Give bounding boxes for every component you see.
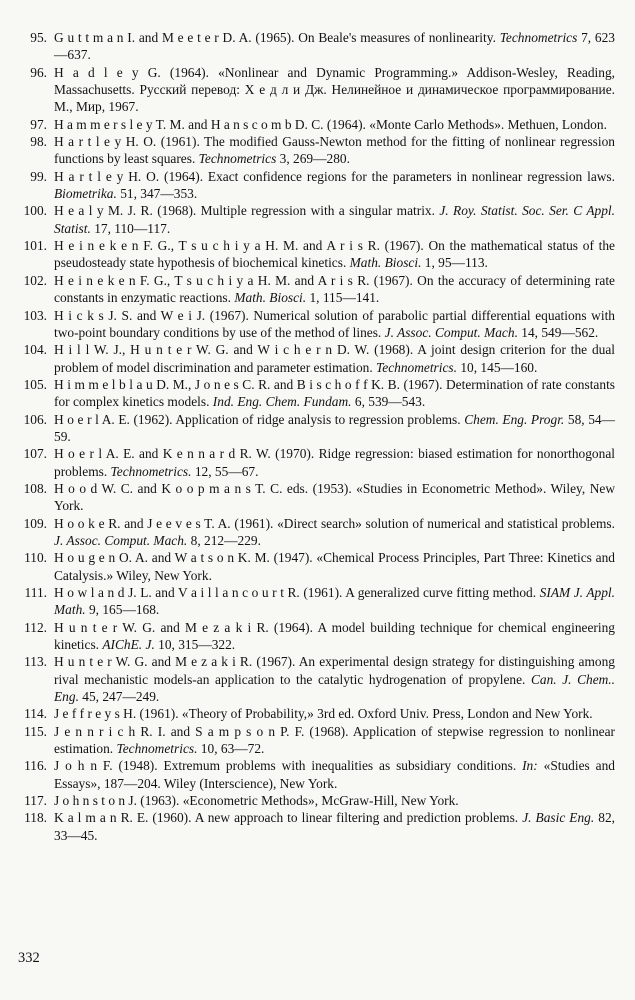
reference-number: 112. <box>24 619 47 635</box>
reference-item <box>16 411 615 446</box>
reference-number: 118. <box>24 810 47 826</box>
reference-text: H a d l e y G. (1964). «Nonlinear and Dynamic Programming.» Addison-Wesley, Reading, Massachusetts. Русский перевод: Х е д л и Дж. Нелинейное и динамическое программирование. М., Мир, 1967. <box>54 64 615 115</box>
reference-text: G u t t m a n I. and M e e t e r D. A. (1965). On Beale's measures of nonlinearity. Technometrics 7, 623—637. <box>54 30 616 63</box>
reference-item <box>16 64 615 116</box>
reference-number: 113. <box>24 654 47 670</box>
reference-text: J e n n r i c h R. I. and S a m p s o n P. F. (1968). Application of stepwise regression to nonlinear estimation. Technometrics. 10, 63—72. <box>54 723 615 757</box>
reference-number: 103. <box>23 307 47 323</box>
reference-number: 110. <box>24 550 47 566</box>
reference-number: 109. <box>23 515 47 531</box>
reference-item <box>16 116 615 133</box>
reference-text: J o h n s t o n J. (1963). «Econometric Methods», McGraw-Hill, New York. <box>54 793 459 809</box>
reference-number: 117. <box>24 793 47 809</box>
reference-number: 97. <box>30 116 47 132</box>
reference-item <box>16 653 615 705</box>
reference-text: H e a l y M. J. R. (1968). Multiple regression with a singular matrix. J. Roy. Statist. Soc. Ser. C Appl. Statist. 17, 110—117. <box>54 203 615 236</box>
reference-item <box>16 168 615 203</box>
reference-text: H e i n e k e n F. G., T s u c h i y a H. M. and A r i s R. (1967). On the accuracy of determining rate constants in enzymatic reactions. Math. Biosci. 1, 115—141. <box>54 272 615 306</box>
reference-text: H o u g e n O. A. and W a t s o n K. M. (1947). «Chemical Process Principles, Part Three: Kinetics and Catalysis.» Wiley, New York. <box>54 550 615 583</box>
reference-number: 107. <box>23 446 47 462</box>
reference-number: 114. <box>24 706 47 722</box>
reference-item <box>16 549 615 584</box>
reference-text: H o e r l A. E. and K e n n a r d R. W. (1970). Ridge regression: biased estimation for nonorthogonal problems. Technometrics. 12, 55—67. <box>54 446 615 479</box>
reference-number: 99. <box>30 168 47 184</box>
reference-item <box>16 133 615 168</box>
reference-item <box>16 757 615 792</box>
reference-text: J e f f r e y s H. (1961). «Theory of Probability,» 3rd ed. Oxford Univ. Press, London and New York. <box>54 706 593 722</box>
references-list <box>16 29 615 844</box>
reference-text: H i m m e l b l a u D. M., J o n e s C. R. and B i s c h o f f K. B. (1967). Determination of rate constants for complex kinetics models. Ind. Eng. Chem. Fundam. 6, 539—543. <box>54 376 615 410</box>
reference-text: H a r t l e y H. O. (1964). Exact confidence regions for the parameters in nonlinear regression laws. Biometrika. 51, 347—353. <box>54 168 615 202</box>
reference-item <box>16 723 615 758</box>
reference-text: H e i n e k e n F. G., T s u c h i y a H. M. and A r i s R. (1967). On the mathematical status of the pseudosteady state hypothesis of biochemical kinetics. Math. Biosci. 1, 95—113. <box>54 238 615 271</box>
reference-item <box>16 584 615 619</box>
reference-text: H u n t e r W. G. and M e z a k i R. (1964). A model building technique for chemical engineering kinetics. AIChE. J. 10, 315—322. <box>54 619 615 653</box>
reference-item <box>16 809 615 844</box>
reference-item <box>16 29 615 64</box>
reference-number: 105. <box>23 376 47 392</box>
reference-item <box>16 376 615 411</box>
reference-item <box>16 202 615 237</box>
reference-item <box>16 480 615 515</box>
reference-number: 95. <box>30 30 47 45</box>
reference-number: 104. <box>23 342 47 358</box>
reference-text: H u n t e r W. G. and M e z a k i R. (1967). An experimental design strategy for distinguishing among rival mechanistic models-an application to the catalytic hydrogenation of propylene. Can. J. Chem.. Eng. 45, 247—249. <box>54 654 616 705</box>
reference-text: H a m m e r s l e y T. M. and H a n s c o m b D. C. (1964). «Monte Carlo Methods». Methuen, London. <box>54 116 607 132</box>
reference-text: J o h n F. (1948). Extremum problems with inequalities as subsidiary conditions. In: «Studies and Essays», 187—204. Wiley (Interscience), New York. <box>54 758 615 791</box>
reference-number: 98. <box>30 134 47 150</box>
reference-number: 96. <box>30 64 47 80</box>
reference-number: 101. <box>23 238 47 254</box>
reference-text: H i c k s J. S. and W e i J. (1967). Numerical solution of parabolic partial differential equations with two-point boundary conditions by use of the method of lines. J. Assoc. Comput. Mach. 14, 549—562. <box>54 307 615 340</box>
reference-item <box>16 272 615 307</box>
reference-item <box>16 705 615 722</box>
reference-item <box>16 619 615 654</box>
reference-item <box>16 515 615 550</box>
reference-item <box>16 237 615 272</box>
reference-number: 115. <box>24 723 47 739</box>
reference-text: K a l m a n R. E. (1960). A new approach to linear filtering and prediction problems. J. Basic Eng. 82, 33—45. <box>54 810 616 843</box>
reference-text: H o o d W. C. and K o o p m a n s T. C. eds. (1953). «Studies in Econometric Method». Wiley, New York. <box>54 480 615 514</box>
reference-item <box>16 792 615 809</box>
reference-number: 111. <box>24 585 47 600</box>
reference-text: H o o k e R. and J e e v e s T. A. (1961). «Direct search» solution of numerical and statistical problems. J. Assoc. Comput. Mach. 8, 212—229. <box>54 515 615 548</box>
page-number: 332 <box>18 949 40 966</box>
reference-number: 102. <box>23 272 47 288</box>
reference-number: 100. <box>23 203 47 219</box>
reference-text: H a r t l e y H. O. (1961). The modified Gauss-Newton method for the fitting of nonlinear regression functions by least squares. Technometrics 3, 269—280. <box>54 134 615 167</box>
reference-item <box>16 307 615 342</box>
reference-text: H i l l W. J., H u n t e r W. G. and W i c h e r n D. W. (1968). A joint design criterion for the dual problem of model discrimination and parameter estimation. Technometrics. 10, 145—160. <box>54 342 615 375</box>
reference-item <box>16 445 615 480</box>
reference-number: 116. <box>24 758 47 774</box>
reference-text: H o w l a n d J. L. and V a i l l a n c o u r t R. (1961). A generalized curve fitting method. SIAM J. Appl. Math. 9, 165—168. <box>54 585 615 618</box>
reference-item <box>16 341 615 376</box>
reference-number: 108. <box>23 480 47 496</box>
reference-number: 106. <box>23 411 47 427</box>
reference-text: H o e r l A. E. (1962). Application of ridge analysis to regression problems. Chem. Eng. Progr. 58, 54—59. <box>54 411 615 444</box>
